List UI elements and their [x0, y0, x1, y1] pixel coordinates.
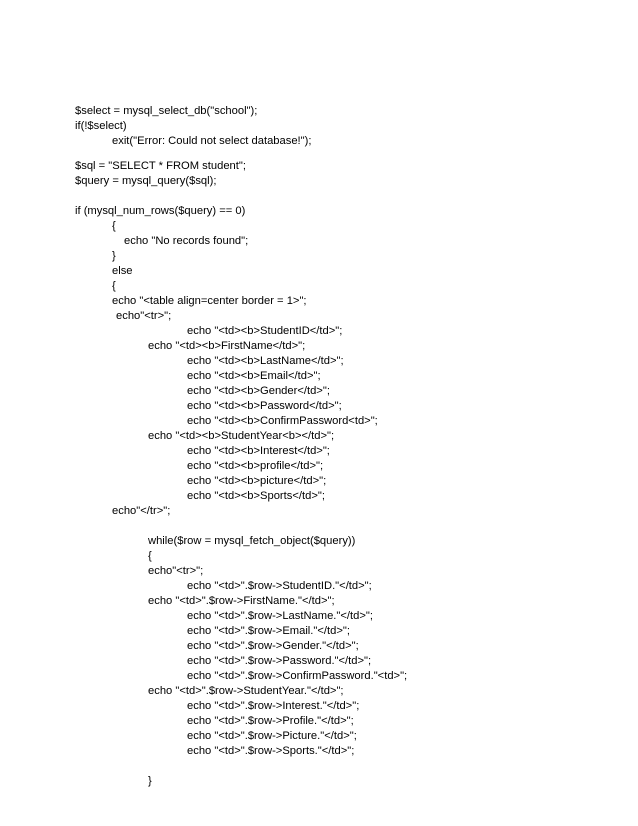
code-line: echo "<td><b>profile</td>";: [187, 460, 324, 472]
code-line: echo "<td>".$row->ConfirmPassword."<td>";: [187, 670, 408, 682]
code-line: echo "<td><b>Gender</td>";: [187, 385, 330, 397]
code-line: $query = mysql_query($sql);: [75, 175, 217, 187]
code-line: echo "<table align=center border = 1>";: [112, 295, 307, 307]
code-line: }: [112, 250, 116, 262]
code-line: echo "<td>".$row->Interest."</td>";: [187, 700, 360, 712]
code-line: if(!$select): [75, 120, 127, 132]
code-line: echo "<td>".$row->Gender."</td>";: [187, 640, 359, 652]
code-line: echo"<tr>";: [148, 565, 204, 577]
code-line: while($row = mysql_fetch_object($query)): [148, 535, 356, 547]
code-line: {: [112, 220, 116, 232]
code-line: echo "<td>".$row->Profile."</td>";: [187, 715, 354, 727]
code-line: echo "<td><b>Interest</td>";: [187, 445, 330, 457]
code-line: echo "No records found";: [124, 235, 249, 247]
code-line: echo "<td><b>Password</td>";: [187, 400, 342, 412]
code-line: echo "<td>".$row->StudentYear."</td>";: [148, 685, 344, 697]
code-line: {: [112, 280, 116, 292]
code-line: echo "<td><b>StudentID</td>";: [187, 325, 343, 337]
code-line: {: [148, 550, 152, 562]
code-line: echo "<td><b>FirstName</td>";: [148, 340, 306, 352]
code-line: $select = mysql_select_db("school");: [75, 105, 258, 117]
code-line: echo "<td>".$row->Picture."</td>";: [187, 730, 357, 742]
code-line: echo "<td><b>StudentYear<b></td>";: [148, 430, 335, 442]
code-line: }: [148, 775, 152, 787]
code-line: echo "<td><b>picture</td>";: [187, 475, 327, 487]
code-line: echo "<td>".$row->Sports."</td>";: [187, 745, 355, 757]
code-line: echo "<td>".$row->Email."</td>";: [187, 625, 350, 637]
code-line: else: [112, 265, 133, 277]
code-line: $sql = "SELECT * FROM student";: [75, 160, 246, 172]
code-line: exit("Error: Could not select database!");: [112, 135, 312, 147]
code-line: echo"</tr>";: [112, 505, 171, 517]
code-line: echo "<td><b>ConfirmPassword<td>";: [187, 415, 378, 427]
code-line: echo "<td><b>Email</td>";: [187, 370, 321, 382]
code-line: echo "<td><b>Sports</td>";: [187, 490, 325, 502]
code-line: echo "<td><b>LastName</td>";: [187, 355, 344, 367]
code-line: echo "<td>".$row->Password."</td>";: [187, 655, 372, 667]
code-line: echo "<td>".$row->StudentID."</td>";: [187, 580, 372, 592]
code-line: echo"<tr>";: [116, 310, 172, 322]
code-line: echo "<td>".$row->FirstName."</td>";: [148, 595, 335, 607]
code-line: if (mysql_num_rows($query) == 0): [75, 205, 246, 217]
code-line: echo "<td>".$row->LastName."</td>";: [187, 610, 373, 622]
